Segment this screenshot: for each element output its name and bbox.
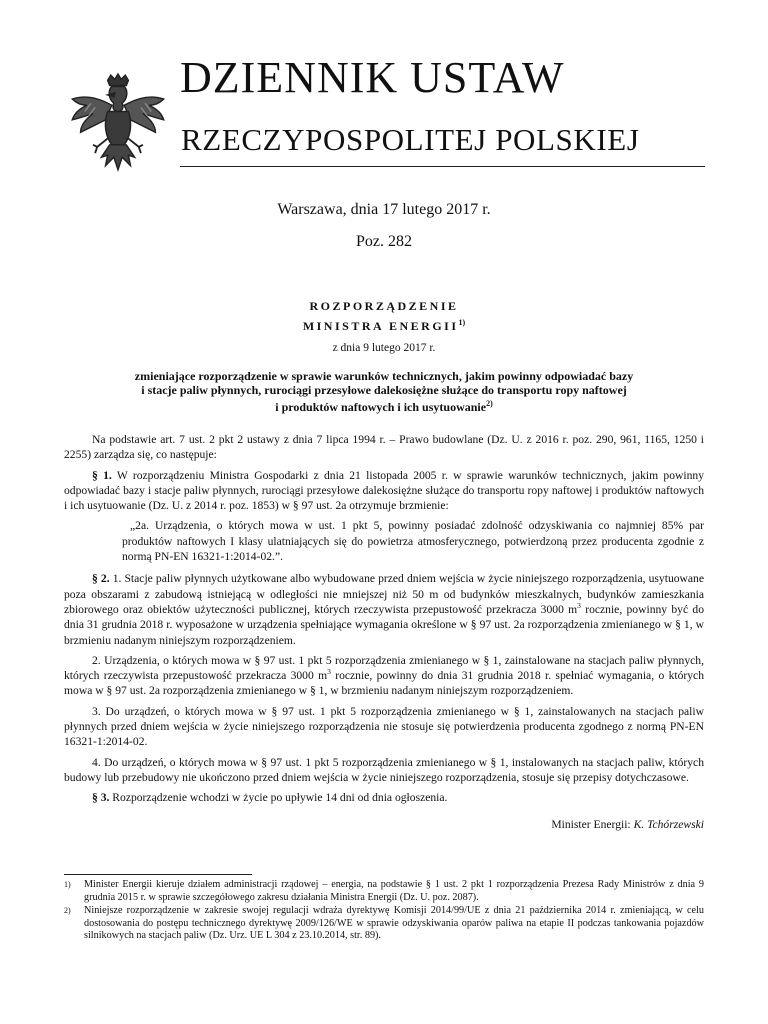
- section-2-paragraph-1: [64, 571, 704, 647]
- section-2-p1-text-a: 1. Stacje paliw płynnych użytkowane albo wybudowane przed dniem wejścia w życie niniejszego rozporządzenia, usytuowane poza obszarami z zabudową istniejącą w odległości nie mniejszej niż 50 m od budynków mieszkalnych, budynków zamieszkania zbiorowego oraz obiektów użyteczności publicznej, których rzeczywista przepustowość przekracza 3000 m: [64, 572, 704, 616]
- footnote-ref-2[interactable]: 2): [486, 399, 493, 408]
- cubic-unit-superscript: 3: [577, 601, 581, 611]
- masthead-divider: [180, 166, 705, 167]
- footnotes: [64, 879, 704, 944]
- section-2-paragraph-3: 3. Do urządzeń, o których mowa w § 97 ust. 1 pkt 5 rozporządzenia zmienianego w § 1, zainstalowanych na stacjach paliw płynnych przed dniem wejścia w życie niniejszego rozporządzenia nie stosuje się potwierdzenia producenta zgodnego z normą PN-EN 16321-1:2014-02.: [64, 704, 704, 749]
- act-subject-line-1: zmieniające rozporządzenie w sprawie warunków technicznych, jakim powinny odpowiadać bazy: [134, 369, 634, 383]
- act-subject-line-2: i stacje paliw płynnych, rurociągi przesyłowe dalekosiężne służące do transportu ropy naftowej: [141, 383, 627, 397]
- footnote-text: Minister Energii kieruje działem administracji rządowej – energia, na podstawie § 1 ust. 2 pkt 1 rozporządzenia Prezesa Rady Ministrów z dnia 9 grudnia 2015 r. w sprawie szczegółowego zakresu działania Ministra Energii (Dz. U. poz. 2087).: [84, 879, 704, 903]
- signature: [64, 817, 704, 832]
- issue-date: Warszawa, dnia 17 lutego 2017 r.: [277, 201, 491, 218]
- act-type: ROZPORZĄDZENIE: [309, 299, 459, 313]
- section-2-paragraph-2: [64, 653, 704, 699]
- polish-eagle-emblem-icon: [66, 72, 170, 176]
- act-issuer: [0, 318, 768, 334]
- footnote-1: [64, 879, 704, 904]
- preamble: Na podstawie art. 7 ust. 2 pkt 2 ustawy z dnia 7 lipca 1994 r. – Prawo budowlane (Dz. U. z 2016 r. poz. 290, 961, 1165, 1250 i 2255) zarządza się, co następuje:: [64, 433, 704, 462]
- signature-role: Minister Energii:: [551, 817, 634, 831]
- section-1-text: W rozporządzeniu Ministra Gospodarki z dnia 21 listopada 2005 r. w sprawie warunków technicznych, jakim powinny odpowiadać bazy i stacje paliw płynnych, rurociągi przesyłowe dalekosiężne służące do transportu ropy naftowej i produktów naftowych i ich usytuowanie (Dz. U. z 2014 r. poz. 1853) w § 97 ust. 2a otrzymuje brzmienie:: [64, 468, 704, 513]
- section-3-label: § 3.: [92, 791, 110, 805]
- section-1-label: § 1.: [92, 468, 112, 482]
- masthead-subtitle: RZECZYPOSPOLITEJ POLSKIEJ: [181, 122, 640, 157]
- section-2-p2-text-a: 2. Urządzenia, o których mowa w § 97 ust. 1 pkt 5 rozporządzenia zmienianego w § 1, zainstalowane na stacjach paliw płynnych, których rzeczywista przepustowość przekracza 3000 m: [64, 653, 704, 683]
- section-1-quote: „2a. Urządzenia, o których mowa w ust. 1 pkt 5, powinny posiadać zdolność odzyskiwania co najmniej 85% par produktów naftowych I klasy ulatniających się do powietrza atmosferycznego, potwierdzoną przez producenta zgodnie z normą PN-EN 16321-1:2014-02.”.: [122, 519, 704, 564]
- signature-name: K. Tchórzewski: [633, 817, 704, 831]
- act-subject: [112, 369, 656, 414]
- act-subject-text-3: i produktów naftowych i ich usytuowanie: [275, 400, 487, 414]
- section-2-p2-text-b: rocznie, powinny do dnia 31 grudnia 2018 r. spełniać wymagania, o których mowa w § 97 ust. 2a rozporządzenia zmienianego w § 1, w brzmieniu nadanym niniejszym rozporządzeniem.: [64, 669, 704, 698]
- section-2-label: § 2.: [92, 572, 110, 586]
- section-2-p1-text-b: rocznie, powinny być do dnia 31 grudnia 2018 r. wyposażone w urządzenia spełniające wymagania określone w § 97 ust. 2a rozporządzenia zmienianego w § 1, w brzmieniu nadanym niniejszym rozporządzeniem.: [64, 602, 704, 647]
- act-body: [64, 432, 704, 837]
- footnote-2: [64, 905, 704, 943]
- section-2-paragraph-4: 4. Do urządzeń, o których mowa w § 97 ust. 1 pkt 5 rozporządzenia zmienianego w § 1, instalowanych na stacjach paliw, których budowy lub przebudowy nie ukończono przed dniem wejścia w życie niniejszego rozporządzenia, stosuje się przepisy dotychczasowe.: [64, 755, 704, 784]
- section-3-text: Rozporządzenie wchodzi w życie po upływie 14 dni od dnia ogłoszenia.: [109, 791, 448, 805]
- section-1: [64, 468, 704, 514]
- section-3: [64, 790, 704, 805]
- cubic-unit-superscript: 3: [327, 667, 331, 677]
- act-subject-line-3: [112, 397, 656, 414]
- footnote-divider: [64, 874, 252, 875]
- footnote-number: 1): [64, 880, 71, 889]
- act-date: z dnia 9 lutego 2017 r.: [332, 342, 436, 354]
- footnote-number: 2): [64, 906, 71, 916]
- footnote-text: Niniejsze rozporządzenie w zakresie swojej regulacji wdraża dyrektywę Komisji 2014/99/UE z dnia 21 października 2014 r. zmieniającą, w celu dostosowania do postępu technicznego dyrektywę 2009/126/WE w sprawie odzyskiwania oparów paliwa na etapie II podczas tankowania pojazdów silnikowych na stacjach paliw (Dz. Urz. UE L 304 z 23.10.2014, str. 89).: [84, 905, 704, 942]
- footnote-ref-1[interactable]: 1): [458, 318, 466, 327]
- act-issuer-label: MINISTRA ENERGII: [302, 319, 459, 333]
- issue-position: Poz. 282: [356, 233, 412, 250]
- masthead-title: DZIENNIK USTAW: [180, 53, 565, 102]
